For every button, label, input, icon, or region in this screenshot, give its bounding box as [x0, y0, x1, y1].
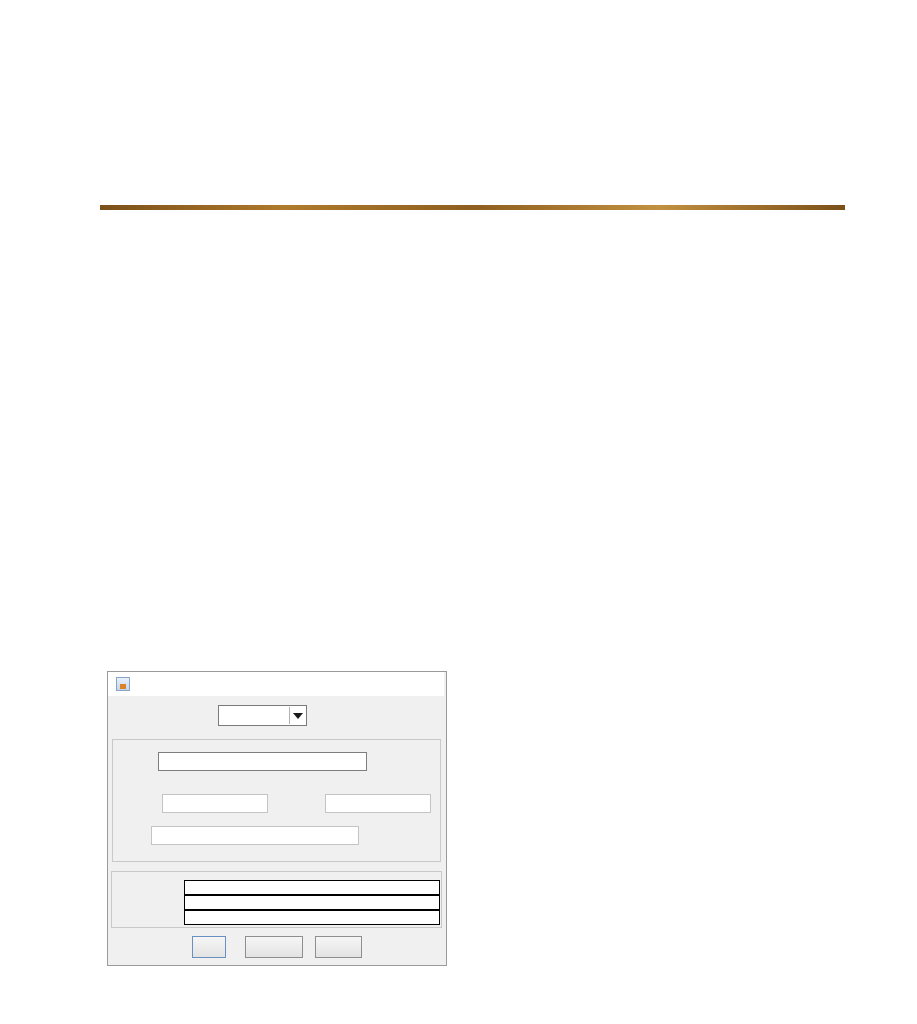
side-input[interactable] [151, 826, 359, 845]
chevron-down-icon[interactable] [289, 707, 306, 724]
clear-button[interactable] [245, 936, 303, 958]
divider-bar [100, 205, 845, 210]
exit-button[interactable] [315, 936, 362, 958]
radius-input[interactable] [158, 752, 367, 771]
area-output [184, 895, 440, 910]
get-button[interactable] [192, 936, 226, 958]
java-app-icon [116, 677, 130, 691]
perimeter-output [184, 910, 440, 925]
gui-application-window [107, 671, 447, 966]
width-input[interactable] [162, 794, 268, 813]
shape-output [184, 880, 440, 895]
shape-select[interactable] [218, 705, 307, 726]
height-input[interactable] [325, 794, 431, 813]
window-titlebar [108, 672, 444, 696]
